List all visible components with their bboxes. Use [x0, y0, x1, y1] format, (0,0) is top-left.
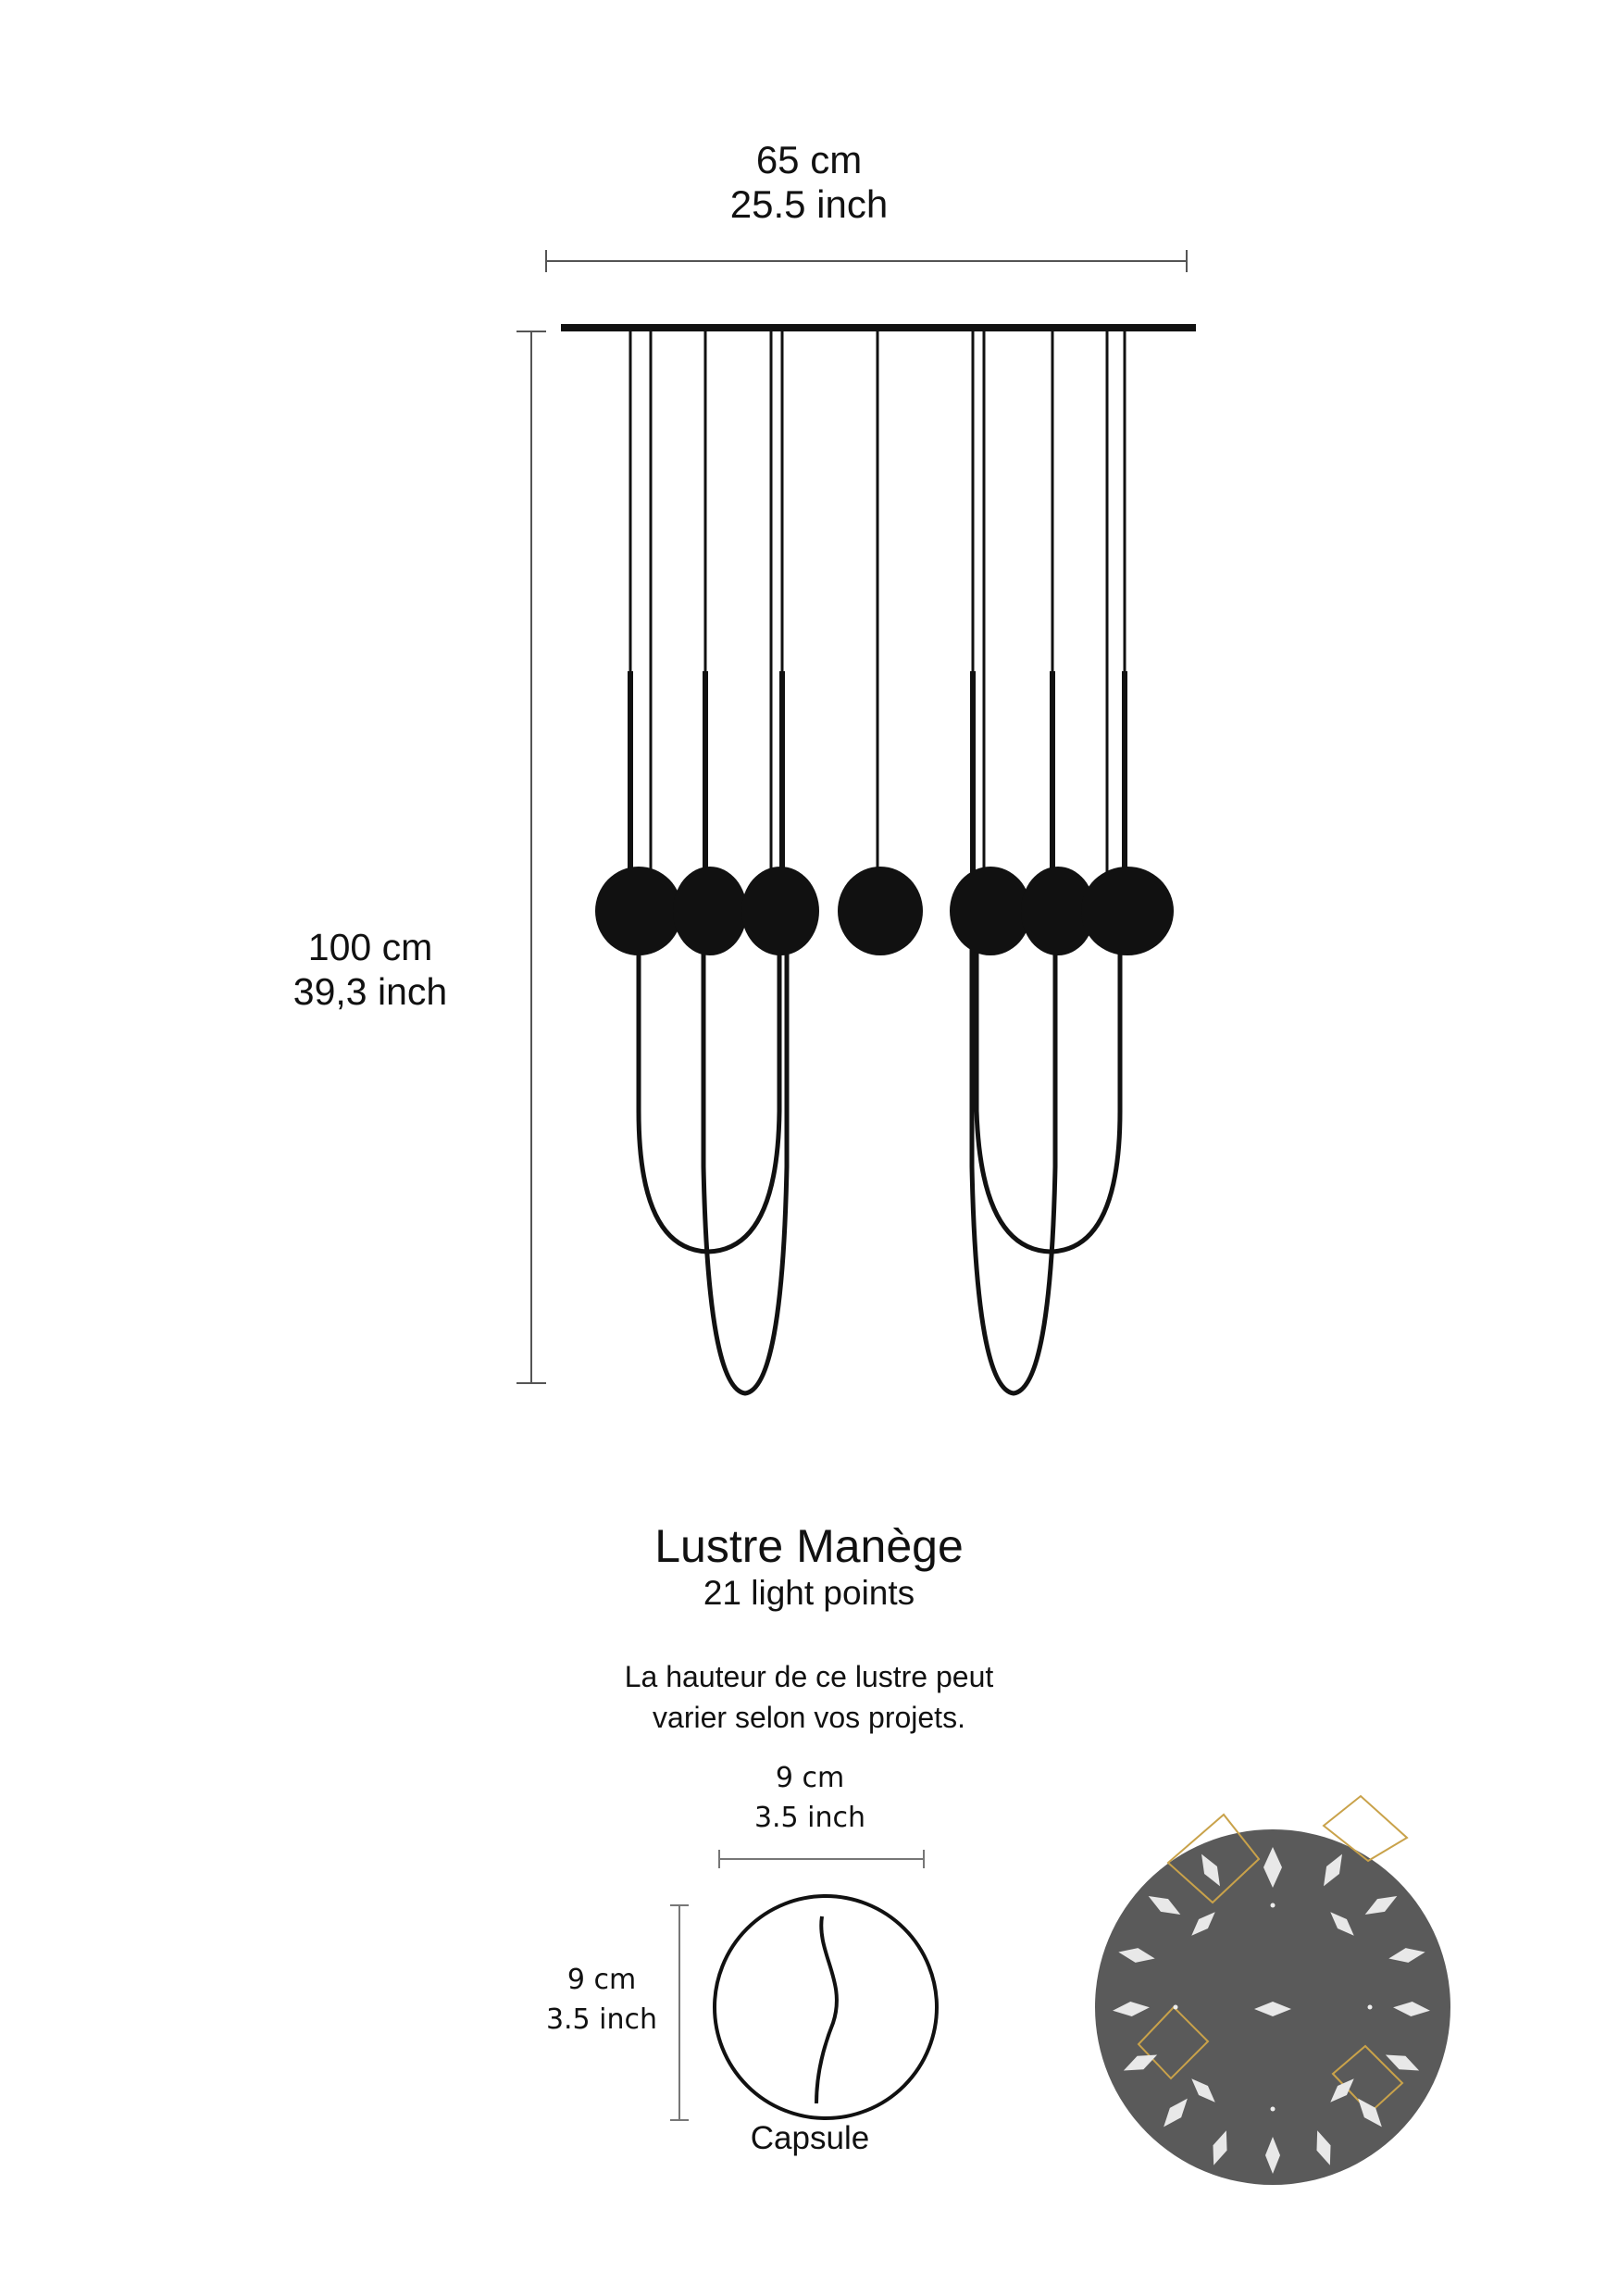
- height-dimension-line: [517, 331, 546, 1383]
- height-note-line2: varier selon vos projets.: [653, 1701, 965, 1734]
- capsule-height-cm: 9 cm: [566, 1964, 637, 1996]
- globe-7: [1081, 867, 1174, 955]
- globe-3: [741, 867, 819, 955]
- product-subtitle: 21 light points: [703, 1574, 915, 1612]
- overall-width-inch: 25.5 inch: [729, 182, 889, 226]
- overall-height-cm: 100 cm: [307, 926, 433, 968]
- globe-2: [673, 867, 747, 955]
- globe-pendants: [595, 867, 1174, 955]
- capsule-width-inch: 3.5 inch: [753, 1802, 866, 1834]
- width-dimension-line: [546, 250, 1187, 272]
- overall-width-cm: 65 cm: [755, 138, 863, 181]
- canopy-top-view: [1095, 1796, 1450, 2185]
- globe-4: [838, 867, 923, 955]
- capsule-height-inch: 3.5 inch: [545, 2003, 658, 2036]
- capsule-label: Capsule: [750, 2120, 870, 2156]
- capsule-width-dimension: [719, 1850, 924, 1868]
- decorative-loops: [639, 935, 1120, 1393]
- height-note-line1: La hauteur de ce lustre peut: [624, 1660, 994, 1693]
- capsule-filament: [816, 1916, 837, 2103]
- product-title: Lustre Manège: [654, 1520, 964, 1572]
- overall-height-inch: 39,3 inch: [292, 970, 448, 1013]
- capsule-width-cm: 9 cm: [775, 1762, 845, 1794]
- globe-5: [950, 867, 1031, 955]
- ceiling-canopy-bar: [561, 324, 1196, 331]
- capsule-outline: [715, 1896, 937, 2118]
- globe-1: [595, 867, 682, 955]
